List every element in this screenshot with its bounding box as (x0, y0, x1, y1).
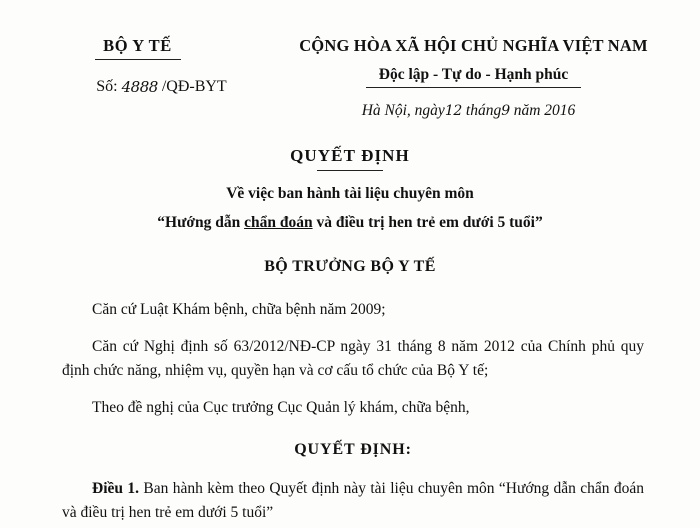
issuing-authority: BỘ TRƯỞNG BỘ Y TẾ (264, 258, 436, 275)
national-title: CỘNG HÒA XÃ HỘI CHỦ NGHĨA VIỆT NAM (299, 36, 648, 55)
article-1-label: Điều 1. (92, 479, 140, 497)
document-number-line (10, 77, 265, 96)
document-number-handwritten: 4888 (121, 78, 158, 96)
year-word: năm (513, 102, 541, 119)
issuing-organization: BỘ Y TẾ (103, 36, 172, 55)
document-subtitle-primary: Về việc ban hành tài liệu chuyên môn (226, 185, 474, 202)
decision-keyword: QUYẾT ĐỊNH: (294, 441, 412, 459)
legal-basis-paragraph-1: Căn cứ Luật Khám bệnh, chữa bệnh năm 2009; (92, 301, 386, 318)
header-right-block (265, 36, 700, 120)
legal-basis-paragraph-2: Căn cứ Nghị định số 63/2012/NĐ-CP ngày 31 tháng 8 năm 2012 của Chính phủ quy định chức năng, nhiệm vụ, quyền hạn và cơ cấu tổ chức của Bộ Y tế; (62, 338, 644, 380)
month-handwritten: 9 (501, 103, 510, 119)
motto-underline (366, 87, 581, 88)
place-date-prefix: Hà Nội, ngày (361, 102, 445, 119)
day-handwritten: 12 (444, 103, 463, 119)
document-subtitle-secondary (0, 214, 700, 232)
article-1-text: Ban hành kèm theo Quyết định này tài liệu chuyên môn “Hướng dẫn chẩn đoán và điều trị hen trẻ em dưới 5 tuổi” (62, 479, 645, 521)
place-and-date (265, 102, 682, 120)
header-left-block (0, 36, 265, 96)
organization-underline (95, 59, 181, 60)
document-body (0, 298, 700, 525)
document-title: QUYẾT ĐỊNH (290, 146, 410, 165)
document-header (0, 0, 700, 120)
subtitle-rest-text: và điều trị hen trẻ em dưới 5 tuổi” (316, 214, 543, 231)
subtitle-open-quote-text: “Hướng dẫn (157, 214, 241, 231)
year-value: 2016 (544, 102, 576, 119)
subtitle-underlined-text: chẩn đoán (244, 214, 313, 231)
article-1 (62, 477, 644, 525)
proposal-paragraph: Theo đề nghị của Cục trưởng Cục Quản lý khám, chữa bệnh, (92, 399, 470, 417)
document-number-prefix: Số: (96, 78, 118, 95)
month-word: tháng (465, 102, 502, 119)
national-motto: Độc lập - Tự do - Hạnh phúc (378, 66, 569, 83)
document-number-suffix: /QĐ-BYT (161, 78, 227, 95)
title-block (0, 146, 700, 232)
title-underline (317, 170, 383, 171)
